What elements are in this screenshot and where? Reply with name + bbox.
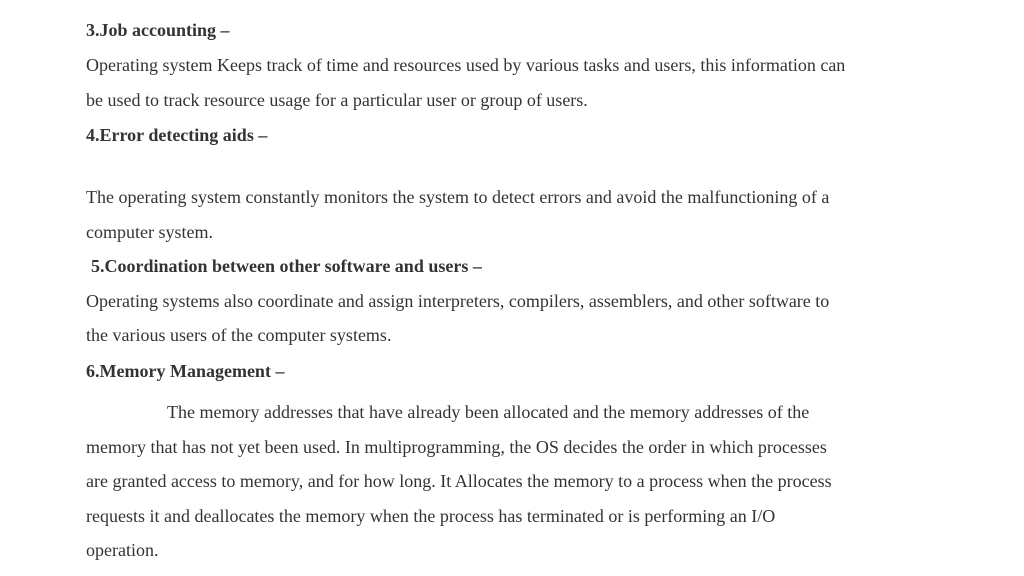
section-body-line: requests it and deallocates the memory when the process has terminated or is performing an I/O [86,506,776,526]
section-body-line: operation. [86,540,159,560]
section-body-line: the various users of the computer systems. [86,325,392,345]
section-body-line: The operating system constantly monitors the system to detect errors and avoid the malfunctioning of a [86,187,830,207]
section-body-line: are granted access to memory, and for how long. It Allocates the memory to a process when the process [86,471,832,491]
section-body-line: Operating systems also coordinate and assign interpreters, compilers, assemblers, and other software to [86,291,830,311]
section-body-line: be used to track resource usage for a particular user or group of users. [86,90,588,110]
section-heading-memory-management: 6.Memory Management – [86,361,285,381]
section-body-line: Operating system Keeps track of time and resources used by various tasks and users, this information can [86,55,846,75]
section-heading-coordination: 5.Coordination between other software and users – [91,256,482,276]
section-heading-error-detecting-aids: 4.Error detecting aids – [86,125,268,145]
section-body-line: computer system. [86,222,213,242]
section-body-line: memory that has not yet been used. In multiprogramming, the OS decides the order in which processes [86,437,827,457]
section-heading-job-accounting: 3.Job accounting – [86,20,230,40]
section-body-line: The memory addresses that have already been allocated and the memory addresses of the [167,402,810,422]
